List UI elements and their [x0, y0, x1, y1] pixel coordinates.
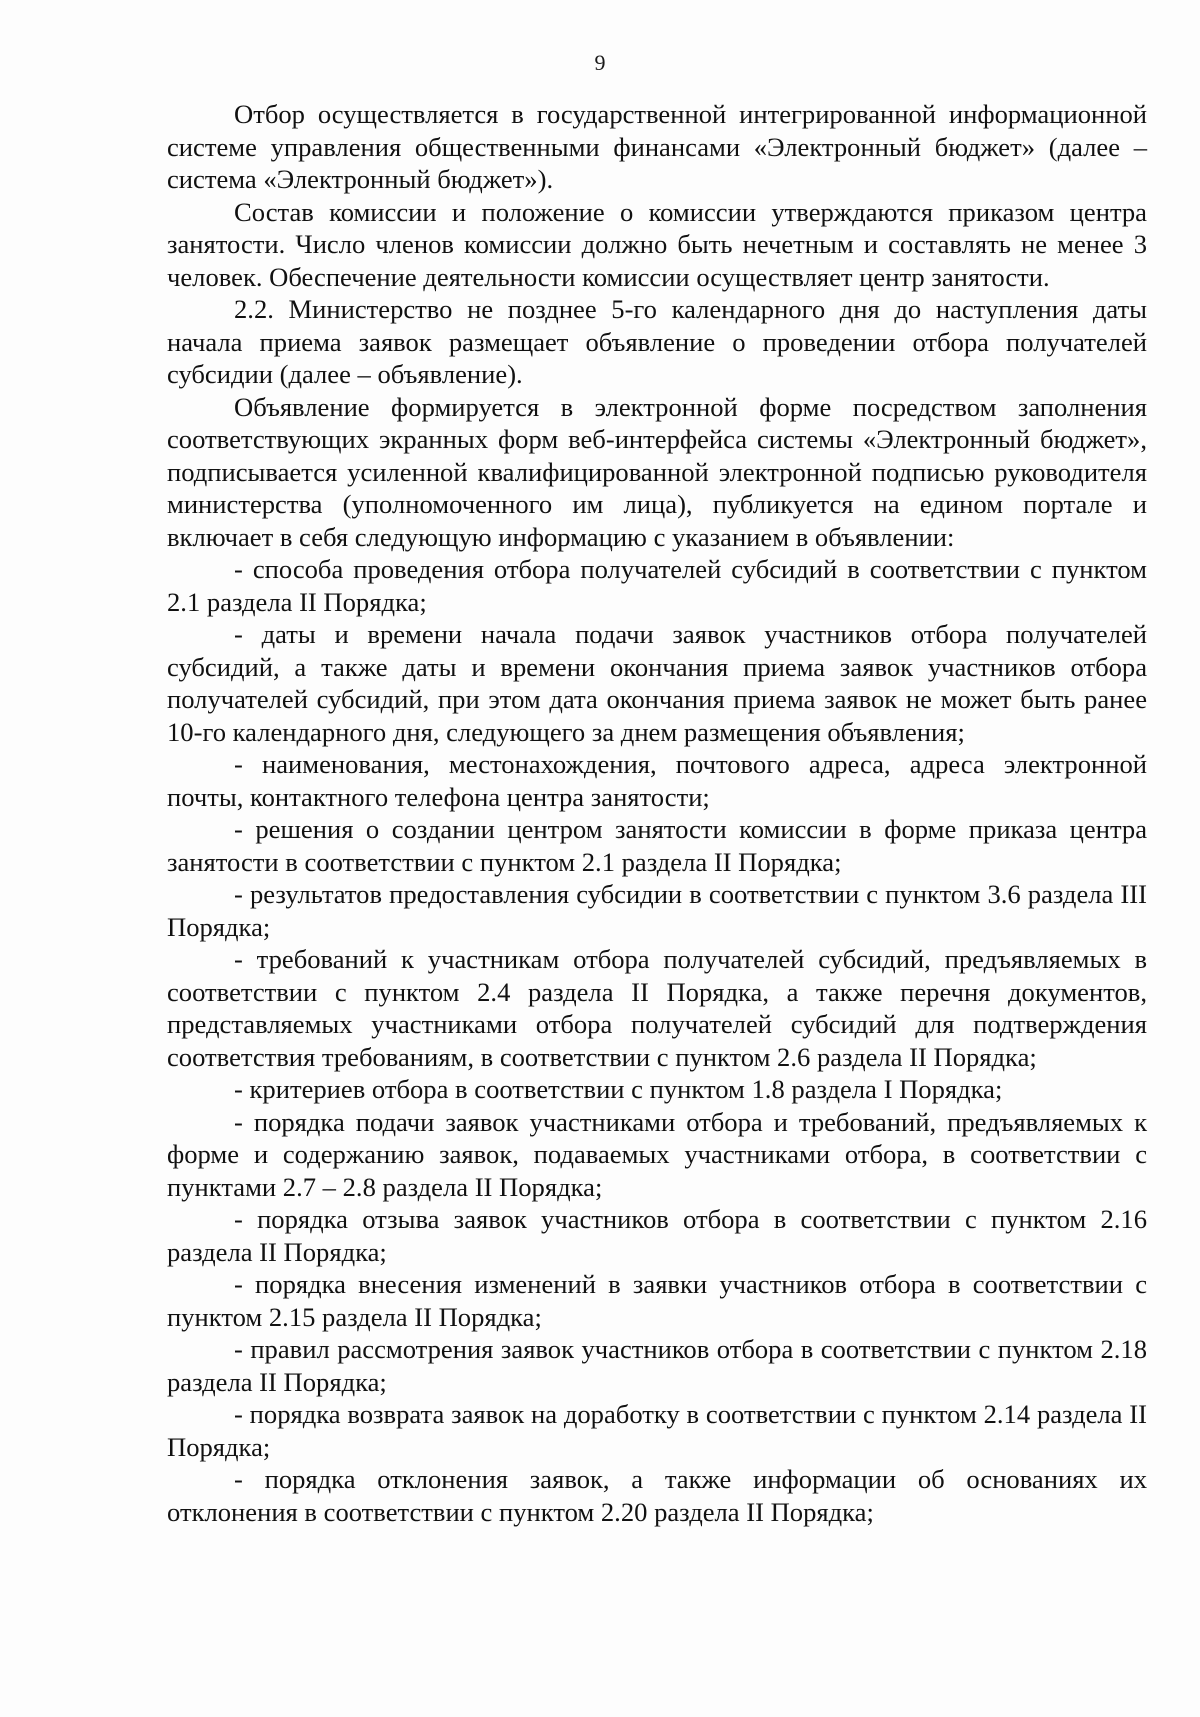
list-item: - требований к участникам отбора получателей субсидий, предъявляемых в соответствии с пунктом 2.4 раздела II Порядка, а также перечня документов, представляемых участниками отбора получателей субсидий для подтверждения соответствия требованиям, в соответствии с пунктом 2.6 раздела II Порядка;	[167, 944, 1147, 1072]
page-number: 9	[594, 50, 606, 75]
list-item: - даты и времени начала подачи заявок участников отбора получателей субсидий, а также даты и времени окончания приема заявок участников отбора получателей субсидий, при этом дата окончания приема заявок не может быть ранее 10-го календарного дня, следующего за днем размещения объявления;	[167, 619, 1147, 747]
list-item: - порядка отзыва заявок участников отбора в соответствии с пунктом 2.16 раздела II Порядка;	[167, 1204, 1147, 1267]
list-item: - порядка подачи заявок участниками отбора и требований, предъявляемых к форме и содержанию заявок, подаваемых участниками отбора, в соответствии с пунктами 2.7 – 2.8 раздела II Порядка;	[167, 1106, 1147, 1202]
list-item: - порядка внесения изменений в заявки участников отбора в соответствии с пунктом 2.15 раздела II Порядка;	[167, 1269, 1147, 1332]
list-item: - решения о создании центром занятости комиссии в форме приказа центра занятости в соответствии с пунктом 2.1 раздела II Порядка;	[167, 814, 1147, 877]
paragraph: Состав комиссии и положение о комиссии утверждаются приказом центра занятости. Число членов комиссии должно быть нечетным и составлять не менее 3 человек. Обеспечение деятельности комиссии осуществляет центр занятости.	[167, 196, 1147, 292]
list-item: - правил рассмотрения заявок участников отбора в соответствии с пунктом 2.18 раздела II Порядка;	[167, 1334, 1147, 1397]
paragraph: 2.2. Министерство не позднее 5-го календарного дня до наступления даты начала приема заявок размещает объявление о проведении отбора получателей субсидии (далее – объявление).	[167, 294, 1147, 389]
paragraph: Отбор осуществляется в государственной интегрированной информационной системе управления общественными финансами «Электронный бюджет» (далее – система «Электронный бюджет»).	[167, 99, 1147, 194]
list-item: - порядка отклонения заявок, а также информации об основаниях их отклонения в соответствии с пунктом 2.20 раздела II Порядка;	[167, 1464, 1147, 1527]
list-item: - результатов предоставления субсидии в соответствии с пунктом 3.6 раздела III Порядка;	[167, 879, 1147, 942]
list-item: - критериев отбора в соответствии с пунктом 1.8 раздела I Порядка;	[234, 1074, 1003, 1104]
list-item: - способа проведения отбора получателей субсидий в соответствии с пунктом 2.1 раздела II Порядка;	[167, 554, 1147, 617]
list-item: - порядка возврата заявок на доработку в соответствии с пунктом 2.14 раздела II Порядка;	[167, 1399, 1147, 1462]
list-item: - наименования, местонахождения, почтового адреса, адреса электронной почты, контактного телефона центра занятости;	[167, 749, 1147, 812]
paragraph: Объявление формируется в электронной форме посредством заполнения соответствующих экранных форм веб-интерфейса системы «Электронный бюджет», подписывается усиленной квалифицированной электронной подписью руководителя министерства (уполномоченного им лица), публикуется на едином портале и включает в себя следующую информацию с указанием в объявлении:	[167, 391, 1147, 552]
document-body	[167, 98, 1147, 1528]
